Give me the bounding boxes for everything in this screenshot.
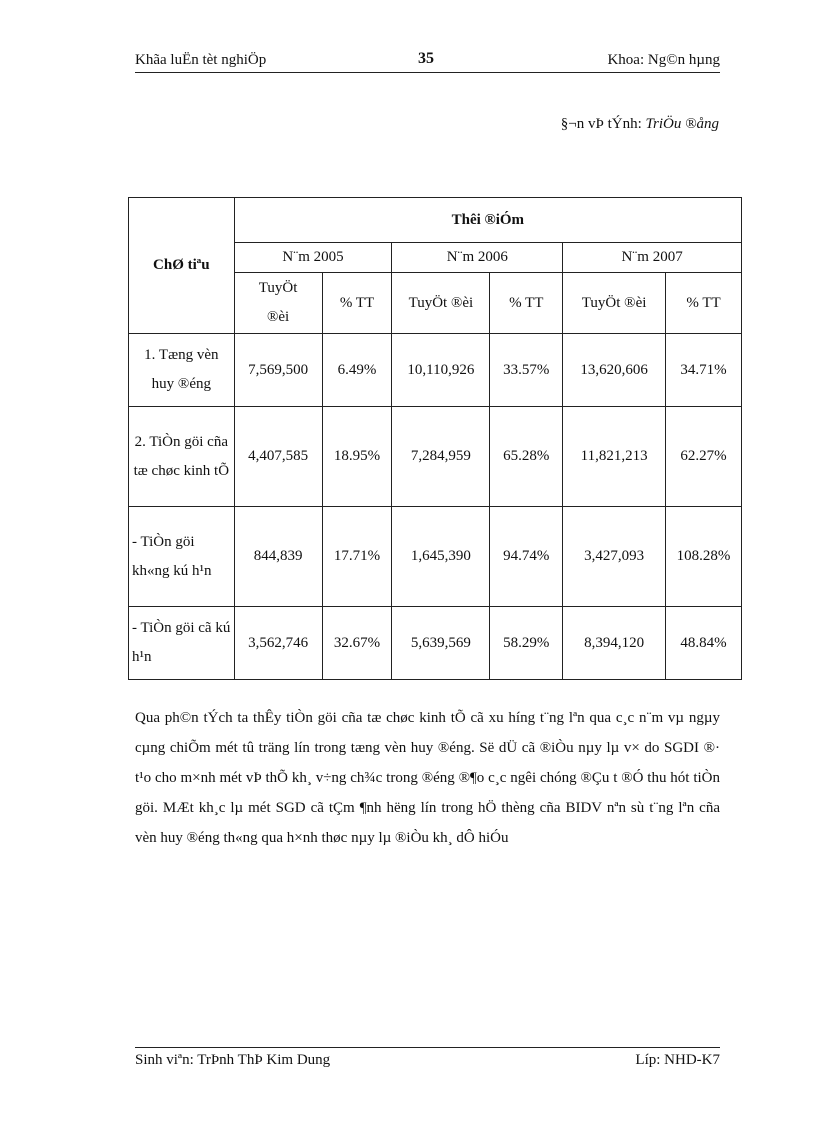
header-year-2005: N¨m 2005 bbox=[234, 243, 392, 273]
cell-pct-2006: 58.29% bbox=[490, 607, 563, 680]
row-label: 1. Tæng vèn huy ®éng bbox=[129, 334, 235, 407]
table-row bbox=[129, 407, 742, 507]
sub-absolute-2006: TuyÖt ®èi bbox=[392, 273, 490, 334]
analysis-paragraph: Qua ph©n tÝch ta thÊy tiÒn göi cña tæ chøc kinh tÕ cã xu híng t¨ng lªn qua c¸c n¨m vµ ngµy cµng chiÕm mét tû träng lín trong tæng vèn huy ®éng. Së dÜ cã ®iÒu nµy lµ v× do SGDI ®· t¹o cho m×nh mét vÞ thÕ kh¸ v÷ng ch¾c trong ®éng ®¶o c¸c ngêi chóng ®Çu t ®Ó thu hót tiÒn göi. MÆt kh¸c lµ mét SGD cã tÇm ¶nh hëng lín trong hÖ thèng cña BIDV nªn sù t¨ng lªn cña vèn huy ®éng th«ng qua h×nh thøc nµy lµ ®iÒu kh¸ dÔ hiÓu bbox=[135, 710, 720, 846]
header-time: Thêi ®iÓm bbox=[234, 198, 741, 243]
deposit-table bbox=[128, 197, 742, 680]
cell-pct-2007: 62.27% bbox=[666, 407, 742, 507]
table-row bbox=[129, 334, 742, 407]
cell-pct-2007: 48.84% bbox=[666, 607, 742, 680]
unit-value: TriÖu ®ång bbox=[645, 116, 719, 132]
cell-abs-2007: 11,821,213 bbox=[563, 407, 666, 507]
table-row bbox=[129, 607, 742, 680]
cell-pct-2006: 94.74% bbox=[490, 507, 563, 607]
cell-pct-2007: 108.28% bbox=[666, 507, 742, 607]
page-header bbox=[135, 50, 720, 73]
cell-pct-2006: 65.28% bbox=[490, 407, 563, 507]
cell-abs-2007: 8,394,120 bbox=[563, 607, 666, 680]
cell-abs-2007: 3,427,093 bbox=[563, 507, 666, 607]
cell-abs-2006: 7,284,959 bbox=[392, 407, 490, 507]
header-year-2007: N¨m 2007 bbox=[563, 243, 742, 273]
cell-abs-2005: 844,839 bbox=[234, 507, 322, 607]
cell-abs-2006: 10,110,926 bbox=[392, 334, 490, 407]
cell-pct-2005: 32.67% bbox=[322, 607, 392, 680]
sub-percent-2007: % TT bbox=[666, 273, 742, 334]
row-label: - TiÒn göi kh«ng kú h¹n bbox=[129, 507, 235, 607]
cell-pct-2005: 6.49% bbox=[322, 334, 392, 407]
unit-note bbox=[561, 116, 719, 133]
header-year-2006: N¨m 2006 bbox=[392, 243, 563, 273]
cell-pct-2007: 34.71% bbox=[666, 334, 742, 407]
cell-pct-2005: 18.95% bbox=[322, 407, 392, 507]
page-footer bbox=[135, 1047, 720, 1074]
row-label: - TiÒn göi cã kú h¹n bbox=[129, 607, 235, 680]
cell-abs-2007: 13,620,606 bbox=[563, 334, 666, 407]
cell-abs-2006: 1,645,390 bbox=[392, 507, 490, 607]
cell-abs-2005: 4,407,585 bbox=[234, 407, 322, 507]
table-row bbox=[129, 507, 742, 607]
cell-abs-2005: 3,562,746 bbox=[234, 607, 322, 680]
footer-student: Sinh viªn: TrÞnh ThÞ Kim Dung bbox=[135, 1052, 331, 1068]
cell-pct-2006: 33.57% bbox=[490, 334, 563, 407]
sub-percent-2006: % TT bbox=[490, 273, 563, 334]
sub-absolute-2005: TuyÖt ®èi bbox=[234, 273, 322, 334]
row-label: 2. TiÒn göi cña tæ chøc kinh tÕ bbox=[129, 407, 235, 507]
unit-label: §¬n vÞ tÝnh: bbox=[560, 116, 642, 132]
cell-pct-2005: 17.71% bbox=[322, 507, 392, 607]
sub-percent-2005: % TT bbox=[322, 273, 392, 334]
cell-abs-2006: 5,639,569 bbox=[392, 607, 490, 680]
header-indicator: ChØ tiªu bbox=[129, 198, 235, 334]
header-faculty: Khoa: Ng©n hµng bbox=[607, 52, 720, 68]
page-number: 35 bbox=[418, 50, 434, 67]
sub-absolute-2007: TuyÖt ®èi bbox=[563, 273, 666, 334]
cell-abs-2005: 7,569,500 bbox=[234, 334, 322, 407]
header-thesis-title: Khãa luËn tèt nghiÖp bbox=[135, 52, 267, 68]
footer-class: Líp: NHD-K7 bbox=[635, 1052, 720, 1068]
